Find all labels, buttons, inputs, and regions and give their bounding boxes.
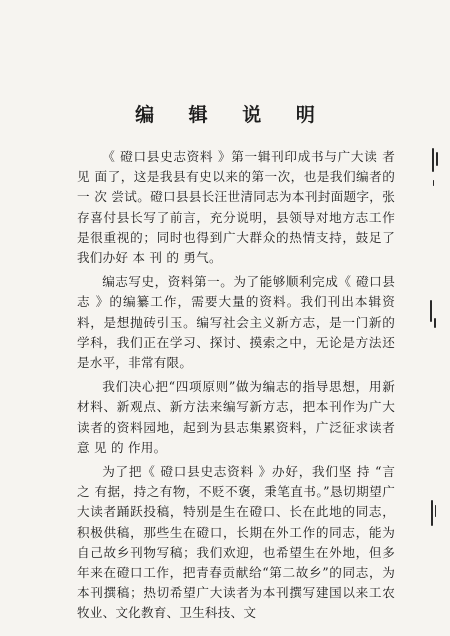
scan-artifact [433, 180, 434, 186]
scan-artifact [430, 300, 432, 322]
scan-artifact [432, 148, 434, 172]
paragraph-1: 《 磴口县史志资料 》第一辑刊印成书与广大读 者 见 面了，这是我县有史以来的第一次，也是我们编者的 一 次 尝试。磴口县县长汪世清同志为本刊封面题字，张存喜付县长写了前言，充分说明，县领导对地方志工作是很重视的；同时也得到广大群众的热情支持，鼓足了我们办好 本 刊 的 勇气。 [77, 149, 395, 266]
paragraph-4: 为了把《 磴口县史志资料 》办好，我们坚 持 “言 之 有据，持之有物，不贬不褒，秉笔直书。”恳切期望广大读者踊跃投稿，特别是生在磴口、长在此地的同志，积极供稿，那些生在磴口，长期在外工作的同志，能为自己故乡刊物写稿；我们欢迎，也希望生在外地，但多年来在磴口工作，把青春贡献给“第二故乡”的同志，为本刊撰稿；热切希望广大读者为本刊撰写建国以来工农牧业、文化教育、卫生科技、文 [77, 464, 395, 621]
body-text [77, 147, 395, 624]
scan-artifact [431, 500, 433, 526]
scan-artifact [435, 505, 436, 517]
page-title: 编 辑 说 明 [135, 104, 329, 126]
scan-artifact [434, 318, 436, 328]
paragraph-3: 我们决心把“四项原则”做为编志的指导思想，用新材料、新观点、新方法来编写新方志，把本刊作为广大读者的资料园地，起到为县志集累资料，广泛征求读者意 见 的 作用。 [77, 379, 395, 455]
scan-artifact [436, 152, 438, 166]
paragraph-2: 编志写史，资料第一。为了能够顺利完成《 磴口县志 》的编纂工作，需要大量的资料。我们刊出本辑资料，是想抛砖引玉。编写社会主义新方志，是一门新的学科，我们正在学习、探讨、摸索之中，无论是方法还是水平，非常有限。 [77, 274, 395, 371]
